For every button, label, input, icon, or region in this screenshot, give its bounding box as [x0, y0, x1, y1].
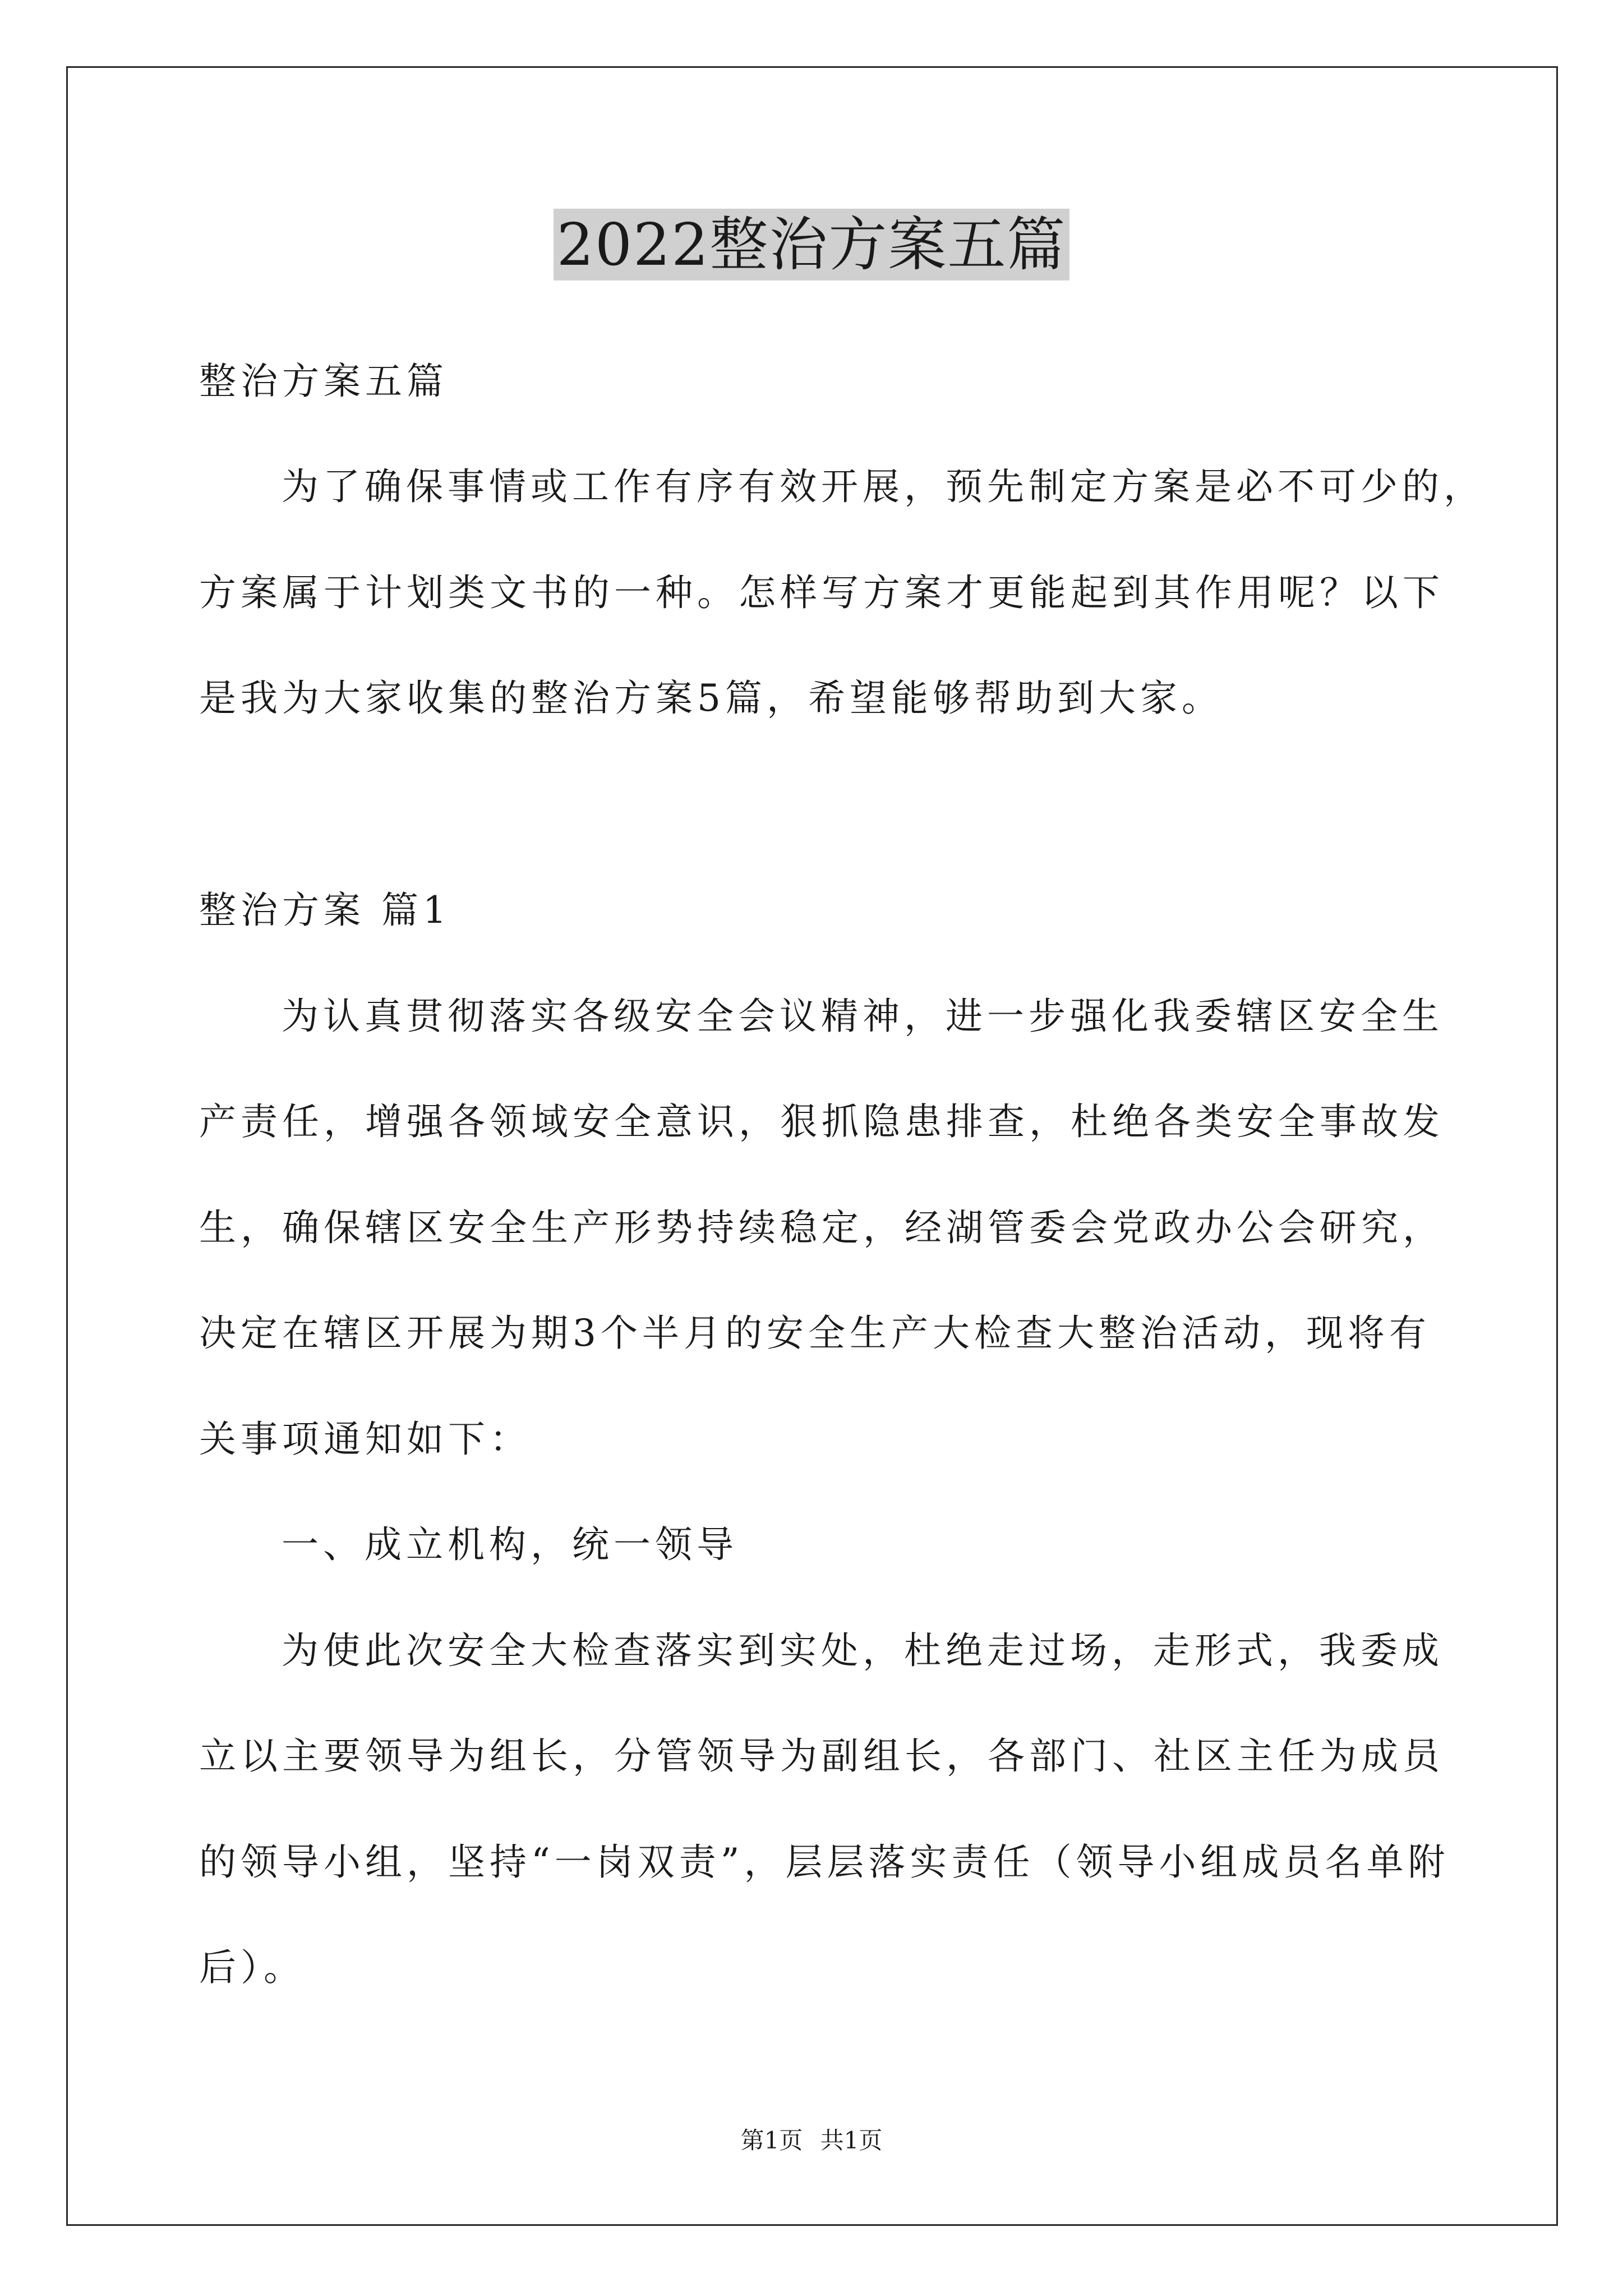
- paragraph-line: 关事项通知如下：: [199, 1418, 531, 1461]
- paragraph-line: 为了确保事情或工作有序有效开展，预先制定方案是必不可少的，: [282, 465, 1485, 508]
- paragraph-line: 决定在辖区开展为期3个半月的安全生产大检查大整治活动，现将有: [199, 1312, 1431, 1355]
- paragraph-line: 为使此次安全大检查落实到实处，杜绝走过场，走形式，我委成: [282, 1629, 1444, 1672]
- page-number-footer: 第1页 共1页: [740, 2127, 883, 2154]
- title-container: [0, 209, 1623, 280]
- paragraph-line: 后）。: [199, 1946, 305, 1989]
- section-heading-part1: 整治方案 篇1: [199, 889, 451, 932]
- paragraph-line: 产责任，增强各领域安全意识，狠抓隐患排查，杜绝各类安全事故发: [199, 1100, 1444, 1143]
- paragraph-line: 的领导小组，坚持“一岗双责”，层层落实责任（领导小组成员名单附: [199, 1841, 1450, 1884]
- paragraph-line: 生，确保辖区安全生产形势持续稳定，经湖管委会党政办公会研究，: [199, 1206, 1444, 1249]
- section-heading-intro: 整治方案五篇: [199, 360, 448, 403]
- paragraph-line: 为认真贯彻落实各级安全会议精神，进一步强化我委辖区安全生: [282, 995, 1444, 1038]
- paragraph-line: 方案属于计划类文书的一种。怎样写方案才更能起到其作用呢？以下: [199, 571, 1444, 614]
- document-title: 2022整治方案五篇: [554, 209, 1070, 280]
- paragraph-line: 是我为大家收集的整治方案5篇，希望能够帮助到大家。: [199, 677, 1223, 720]
- subheading-line: 一、成立机构，统一领导: [282, 1523, 738, 1566]
- paragraph-line: 立以主要领导为组长，分管领导为副组长，各部门、社区主任为成员: [199, 1734, 1444, 1778]
